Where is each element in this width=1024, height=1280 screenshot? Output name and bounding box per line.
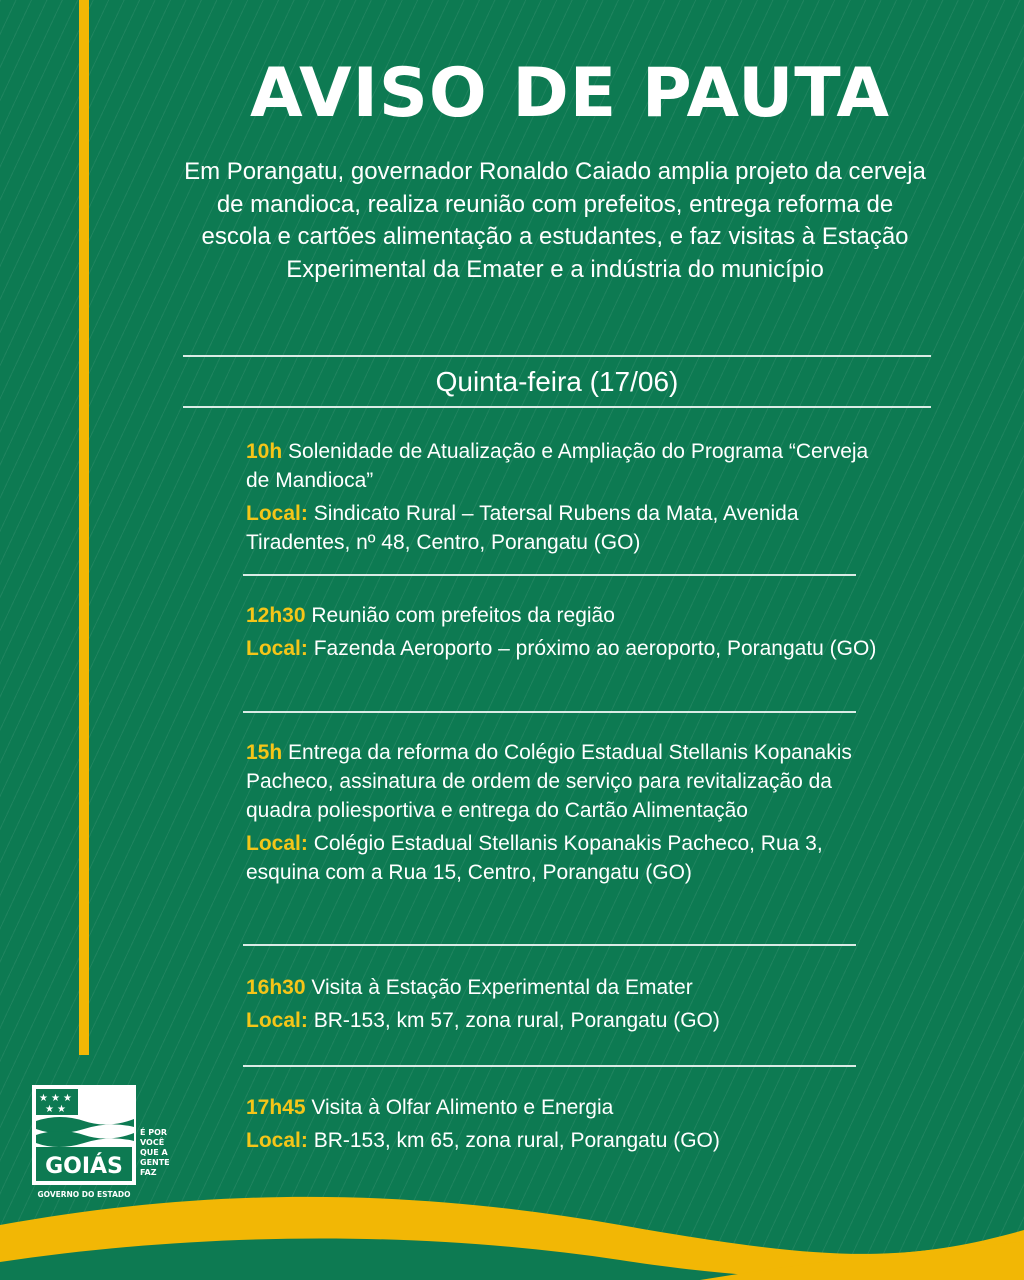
event-time: 12h30 xyxy=(246,604,306,627)
event-location: Sindicato Rural – Tatersal Rubens da Mata, Avenida Tiradentes, nº 48, Centro, Porangatu (GO) xyxy=(246,502,799,554)
event-location: BR-153, km 65, zona rural, Porangatu (GO) xyxy=(313,1129,720,1152)
event-item xyxy=(246,601,886,663)
page-title: AVISO DE PAUTA xyxy=(249,54,891,133)
event-time: 16h30 xyxy=(246,976,306,999)
logo-subtitle: GOVERNO DO ESTADO xyxy=(37,1190,131,1199)
logo-tagline: VOCÊ xyxy=(140,1138,165,1147)
divider-day xyxy=(183,406,931,408)
location-label: Local: xyxy=(246,502,308,525)
logo-tagline: É POR xyxy=(140,1128,168,1137)
event-divider xyxy=(243,574,856,576)
event-divider xyxy=(243,711,856,713)
location-label: Local: xyxy=(246,637,308,660)
event-description: Solenidade de Atualização e Ampliação do Programa “Cerveja de Mandioca” xyxy=(246,440,869,492)
event-time: 17h45 xyxy=(246,1096,306,1119)
event-description-line xyxy=(246,973,886,1002)
logo-name: GOIÁS xyxy=(45,1154,123,1179)
event-location-line xyxy=(246,829,886,887)
event-divider xyxy=(243,1065,856,1067)
event-location-line xyxy=(246,499,886,557)
event-description-line xyxy=(246,1093,886,1122)
event-item xyxy=(246,437,886,557)
event-description: Visita à Olfar Alimento e Energia xyxy=(311,1096,614,1119)
event-description-line xyxy=(246,437,886,495)
event-location: Fazenda Aeroporto – próximo ao aeroporto, Porangatu (GO) xyxy=(313,637,877,660)
logo-tagline: FAZ xyxy=(140,1168,157,1177)
event-description-line xyxy=(246,601,886,630)
event-location-line xyxy=(246,1126,886,1155)
svg-text:★: ★ xyxy=(63,1093,72,1104)
day-heading: Quinta-feira (17/06) xyxy=(435,366,679,397)
divider-top xyxy=(183,355,931,357)
svg-text:★: ★ xyxy=(57,1104,66,1115)
headline-subtitle: Em Porangatu, governador Ronaldo Caiado amplia projeto da cerveja de mandioca, realiza reunião com prefeitos, entrega reforma de escola e cartões alimentação a estudantes, e faz visitas à Estação Experimental da Emater e a indústria do município xyxy=(184,158,926,283)
yellow-accent-bar xyxy=(79,0,89,1055)
bottom-wave-decoration xyxy=(0,1170,1024,1280)
location-label: Local: xyxy=(246,1009,308,1032)
svg-text:★: ★ xyxy=(51,1093,60,1104)
event-description: Entrega da reforma do Colégio Estadual Stellanis Kopanakis Pacheco, assinatura de ordem de serviço para revitalização da quadra poliesportiva e entrega do Cartão Alimentação xyxy=(246,741,852,822)
location-label: Local: xyxy=(246,832,308,855)
logo-tagline: QUE A xyxy=(140,1148,168,1157)
event-location-line xyxy=(246,1006,886,1035)
svg-text:★: ★ xyxy=(45,1104,54,1115)
logo-tagline: GENTE xyxy=(140,1158,170,1167)
svg-text:★: ★ xyxy=(39,1093,48,1104)
event-time: 10h xyxy=(246,440,283,463)
event-location: Colégio Estadual Stellanis Kopanakis Pacheco, Rua 3, esquina com a Rua 15, Centro, Porangatu (GO) xyxy=(246,832,823,884)
event-divider xyxy=(243,944,856,946)
event-description: Reunião com prefeitos da região xyxy=(311,604,615,627)
event-item xyxy=(246,1093,886,1155)
event-item xyxy=(246,738,886,887)
event-location-line xyxy=(246,634,886,663)
event-description: Visita à Estação Experimental da Emater xyxy=(311,976,693,999)
event-time: 15h xyxy=(246,741,283,764)
event-location: BR-153, km 57, zona rural, Porangatu (GO) xyxy=(313,1009,720,1032)
event-description-line xyxy=(246,738,886,825)
event-item xyxy=(246,973,886,1035)
location-label: Local: xyxy=(246,1129,308,1152)
